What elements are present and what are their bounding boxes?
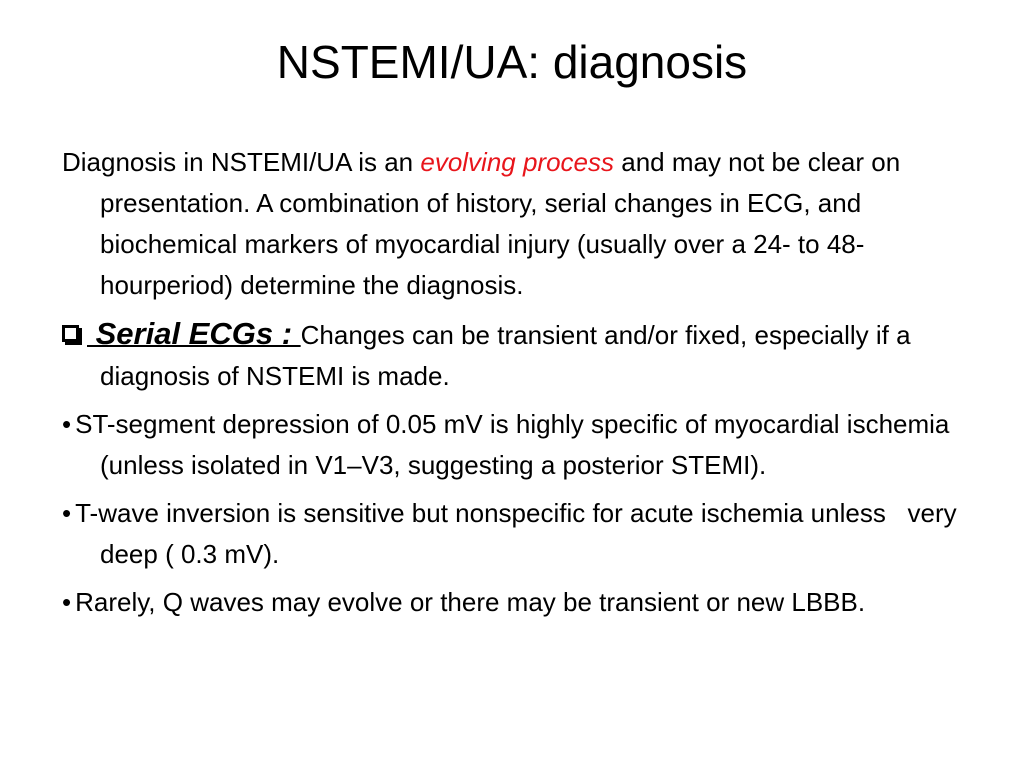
bullet-dot-icon: • [62, 498, 72, 528]
intro-text-end: and may not be clear on presentation. A combination of history, serial changes in ECG, and biochemical markers of myocardial injury (usually over a 24- to 48-hourperiod) determine the diagnosis. [100, 147, 901, 300]
intro-paragraph [62, 142, 972, 306]
serial-ecgs-text: Changes can be transient and/or fixed, especially if a diagnosis of NSTEMI is made. [100, 320, 911, 391]
bullet-text: ST-segment depression of 0.05 mV is highly specific of myocardial ischemia (unless isolated in V1–V3, suggesting a posterior STEMI). [75, 409, 950, 480]
bullet-item-st-depression [62, 404, 972, 486]
bullet-item-t-wave [62, 493, 972, 575]
serial-ecgs-paragraph [62, 313, 972, 397]
serial-ecgs-heading: Serial ECGs : [87, 316, 301, 351]
highlight-text: evolving process [420, 147, 615, 177]
bullet-item-q-waves [62, 582, 972, 623]
bullet-text: Rarely, Q waves may evolve or there may be transient or new LBBB. [75, 587, 866, 617]
bullet-text: T-wave inversion is sensitive but nonspecific for acute ischemia unless very deep ( 0.3 mV). [75, 498, 964, 569]
bullet-dot-icon: • [62, 409, 72, 439]
slide-body [62, 142, 972, 630]
checkbox-bullet-icon [62, 325, 79, 342]
slide-title: NSTEMI/UA: diagnosis [276, 36, 748, 88]
bullet-dot-icon: • [62, 587, 72, 617]
intro-text-start: Diagnosis in NSTEMI/UA is an [62, 147, 421, 177]
